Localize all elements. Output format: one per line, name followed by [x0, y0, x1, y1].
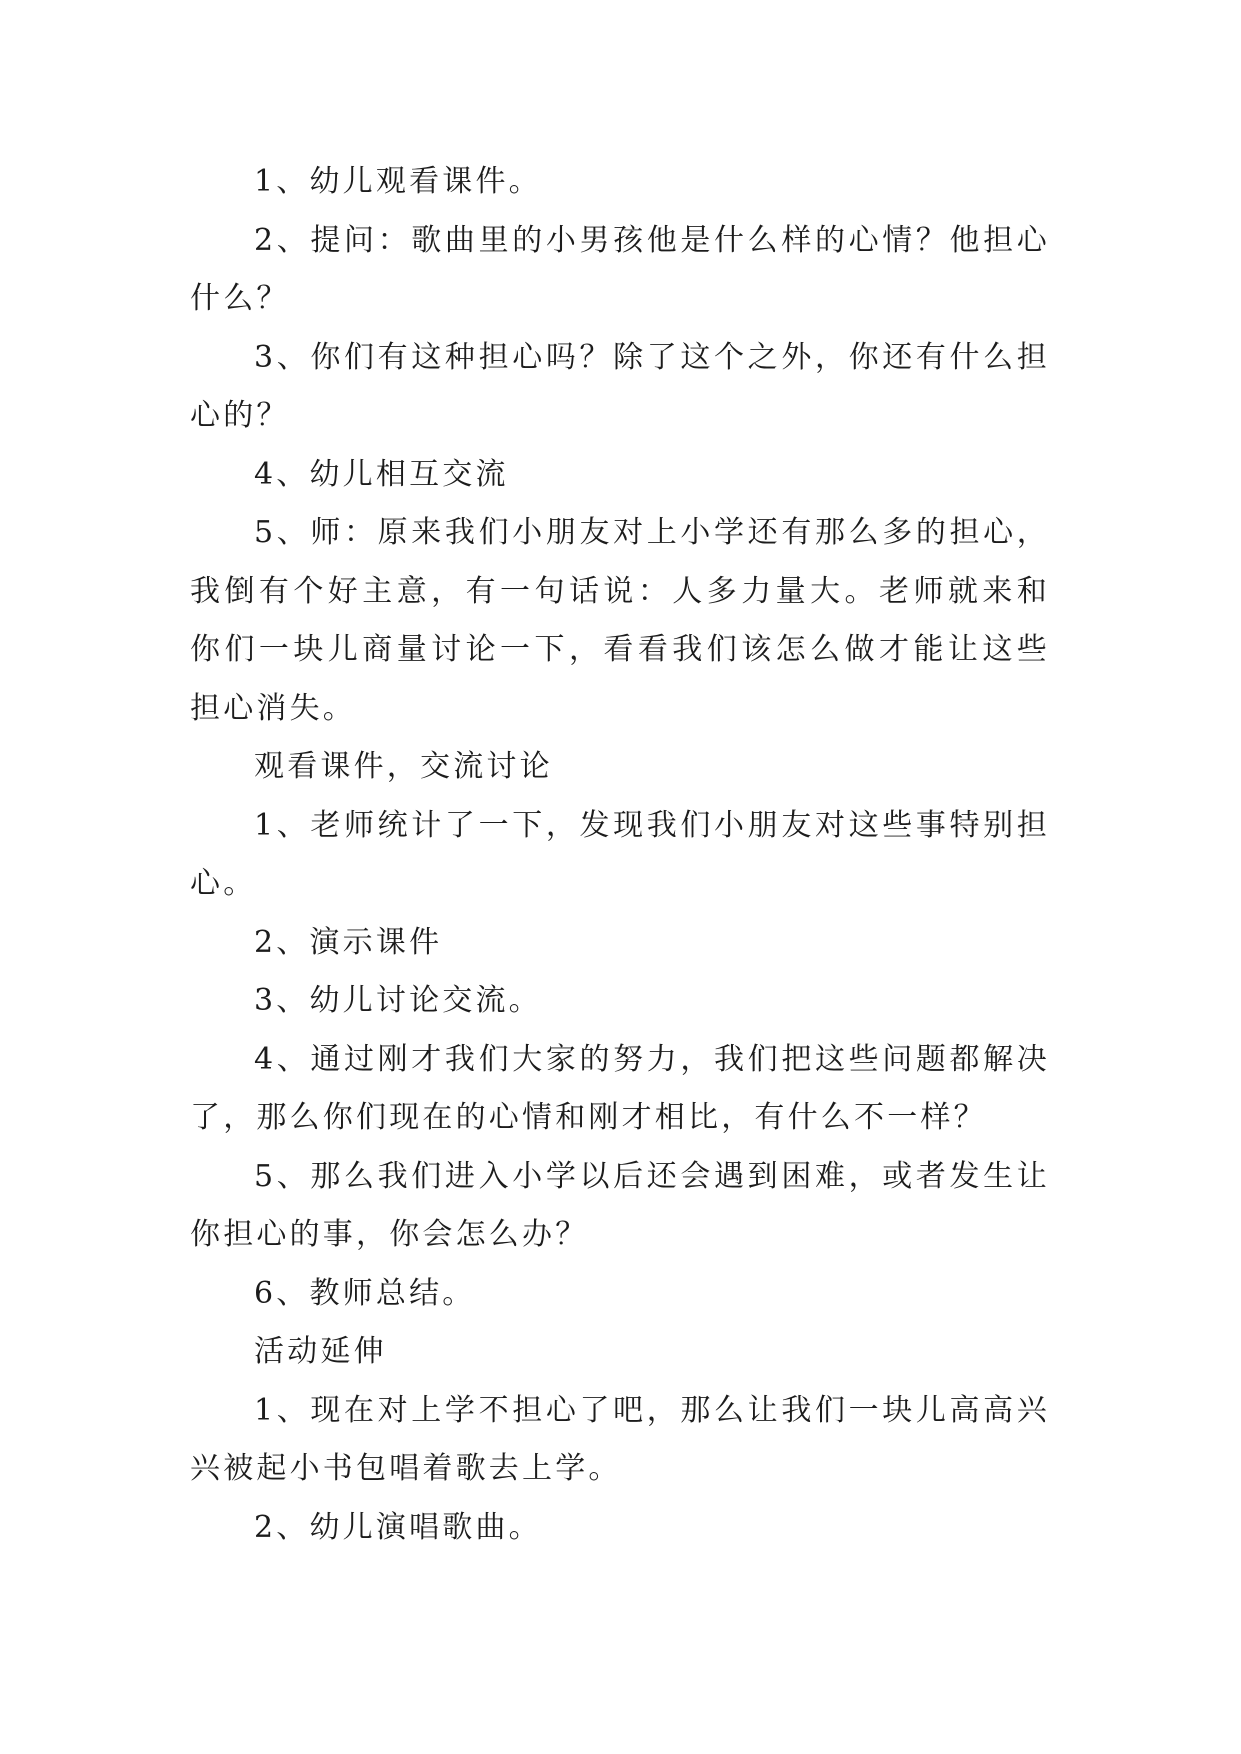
paragraph: 1、幼儿观看课件。: [254, 164, 542, 199]
paragraph: 2、演示课件: [254, 924, 443, 960]
paragraph: 1、老师统计了一下，发现我们小朋友对这些事特别担心。: [190, 807, 1050, 901]
paragraph: 2、幼儿演唱歌曲。: [254, 1509, 542, 1545]
paragraph: 1、现在对上学不担心了吧，那么让我们一块儿高高兴兴被起小书包唱着歌去上学。: [190, 1392, 1050, 1486]
paragraph: 5、那么我们进入小学以后还会遇到困难，或者发生让你担心的事，你会怎么办？: [190, 1158, 1050, 1252]
paragraph: 5、师：原来我们小朋友对上小学还有那么多的担心，我倒有个好主意，有一句话说：人多力量大。老师就来和你们一块儿商量讨论一下，看看我们该怎么做才能让这些担心消失。: [190, 515, 1050, 726]
document-body: [190, 153, 1050, 1557]
paragraph: 4、通过刚才我们大家的努力，我们把这些问题都解决了，那么你们现在的心情和刚才相比，有什么不一样？: [190, 1041, 1050, 1135]
paragraph: 3、幼儿讨论交流。: [254, 983, 542, 1018]
section-heading: 活动延伸: [254, 1334, 387, 1369]
section-heading: 观看课件，交流讨论: [254, 749, 553, 784]
paragraph: 4、幼儿相互交流: [254, 456, 509, 492]
paragraph: 3、你们有这种担心吗？除了这个之外，你还有什么担心的？: [190, 339, 1050, 433]
paragraph: 6、教师总结。: [254, 1275, 476, 1311]
paragraph: 2、提问：歌曲里的小男孩他是什么样的心情？他担心什么？: [190, 222, 1050, 316]
